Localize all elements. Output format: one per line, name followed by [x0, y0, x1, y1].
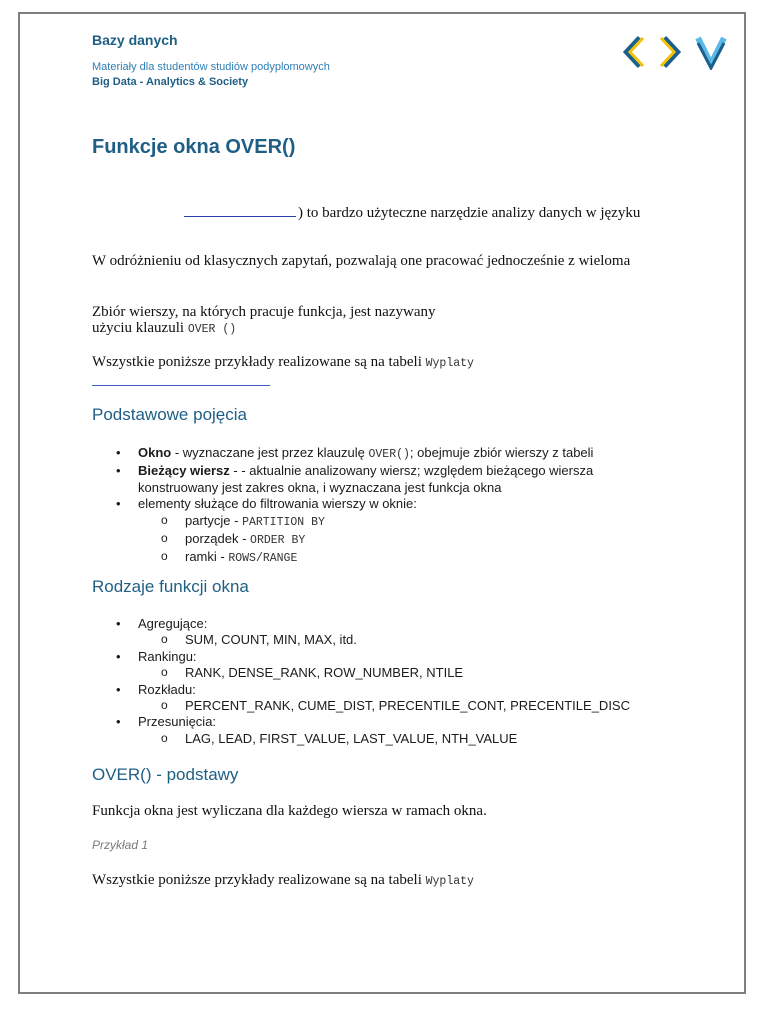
- filter-elements-list: [138, 513, 672, 568]
- course-title: Bazy danych: [92, 32, 178, 48]
- section-heading-types: Rodzaje funkcji okna: [92, 577, 249, 596]
- fill-in-blank: [184, 202, 296, 217]
- example-text: [92, 872, 474, 889]
- list-item: [92, 496, 672, 568]
- intro-line-4: [92, 320, 236, 337]
- table-name-code: Wyplaty: [425, 357, 474, 370]
- list-subitem: o PERCENT_RANK, CUME_DIST, PRECENTILE_CONT, PRECENTILE_DISC: [92, 698, 692, 714]
- subitem-label: ramki -: [185, 549, 229, 565]
- intro-line-1-text: ) to bardzo użyteczne narzędzie analizy danych w języku: [298, 205, 641, 221]
- document-page: [18, 12, 746, 994]
- example-label: Przykład 1: [92, 838, 149, 852]
- intro-line-5: [92, 354, 474, 371]
- table-name-code: Wyplaty: [425, 875, 474, 888]
- group-name: Rankingu:: [138, 648, 197, 664]
- group-name: Rozkładu:: [138, 681, 196, 697]
- section-heading-over: OVER() - podstawy: [92, 765, 239, 784]
- separator-line: [92, 385, 270, 386]
- list-item: [92, 616, 692, 649]
- list-item: [92, 649, 692, 682]
- list-item: [92, 682, 692, 715]
- section-heading-basics: Podstawowe pojęcia: [92, 405, 247, 424]
- course-subtitle: Materiały dla studentów studiów podyplomowych: [92, 61, 330, 73]
- basics-list: [92, 445, 672, 568]
- list-item: [92, 445, 672, 463]
- list-subitem: o RANK, DENSE_RANK, ROW_NUMBER, NTILE: [92, 665, 692, 681]
- page-title: Funkcje okna OVER(): [92, 136, 296, 158]
- subitem-code: ORDER BY: [250, 534, 306, 548]
- group-name: Przesunięcia:: [138, 714, 217, 730]
- term-okno: Okno: [138, 445, 172, 460]
- list-subitem: [92, 549, 672, 567]
- list-item-text: - wyznaczane jest przez klauzulę: [171, 445, 369, 460]
- list-subitem: [92, 531, 672, 549]
- over-code: OVER(): [368, 448, 410, 461]
- example-text-body: Wszystkie poniższe przykłady realizowane są na tabeli: [92, 872, 422, 888]
- intro-line-3: Zbiór wierszy, na których pracuje funkcja, jest nazywany: [92, 304, 436, 320]
- term-current-row: Bieżący wiersz: [138, 463, 230, 479]
- list-subitem: o LAG, LEAD, FIRST_VALUE, LAST_VALUE, NTH_VALUE: [92, 731, 692, 747]
- group-items: [138, 698, 692, 714]
- group-name: Agregujące:: [138, 616, 208, 631]
- subitem-code: PARTITION BY: [242, 515, 325, 529]
- intro-line-4-text: użyciu klauzuli: [92, 320, 185, 336]
- function-types-list: [92, 616, 692, 747]
- list-item-text: - - aktualnie analizowany wiersz; względem bieżącego wiersza: [229, 463, 594, 479]
- list-item-text: konstruowany jest zakres okna, i wyznaczana jest funkcja okna: [138, 479, 502, 495]
- list-item-text: ; obejmuje zbiór wierszy z tabeli: [409, 445, 594, 460]
- cdv-logo: [622, 34, 730, 70]
- group-items: [138, 665, 692, 681]
- group-items: [138, 731, 692, 747]
- subitem-label: porządek -: [185, 531, 251, 547]
- list-item-text: elementy służące do filtrowania wierszy w oknie:: [138, 496, 417, 512]
- program-name: Big Data - Analytics & Society: [92, 76, 249, 88]
- subitem-label: partycje -: [185, 512, 243, 528]
- intro-line-5-text: Wszystkie poniższe przykłady realizowane są na tabeli: [92, 354, 422, 370]
- list-item: [92, 714, 692, 747]
- over-description: Funkcja okna jest wyliczana dla każdego wiersza w ramach okna.: [92, 803, 487, 819]
- list-item: [92, 463, 672, 496]
- group-items: [138, 632, 692, 648]
- subitem-code: ROWS/RANGE: [228, 552, 298, 566]
- over-clause-code: OVER (): [187, 323, 237, 336]
- list-subitem: [92, 513, 672, 531]
- list-subitem: o SUM, COUNT, MIN, MAX, itd.: [92, 632, 692, 648]
- intro-line-1: [184, 202, 640, 222]
- intro-line-2: W odróżnieniu od klasycznych zapytań, pozwalają one pracować jednocześnie z wieloma: [92, 253, 631, 269]
